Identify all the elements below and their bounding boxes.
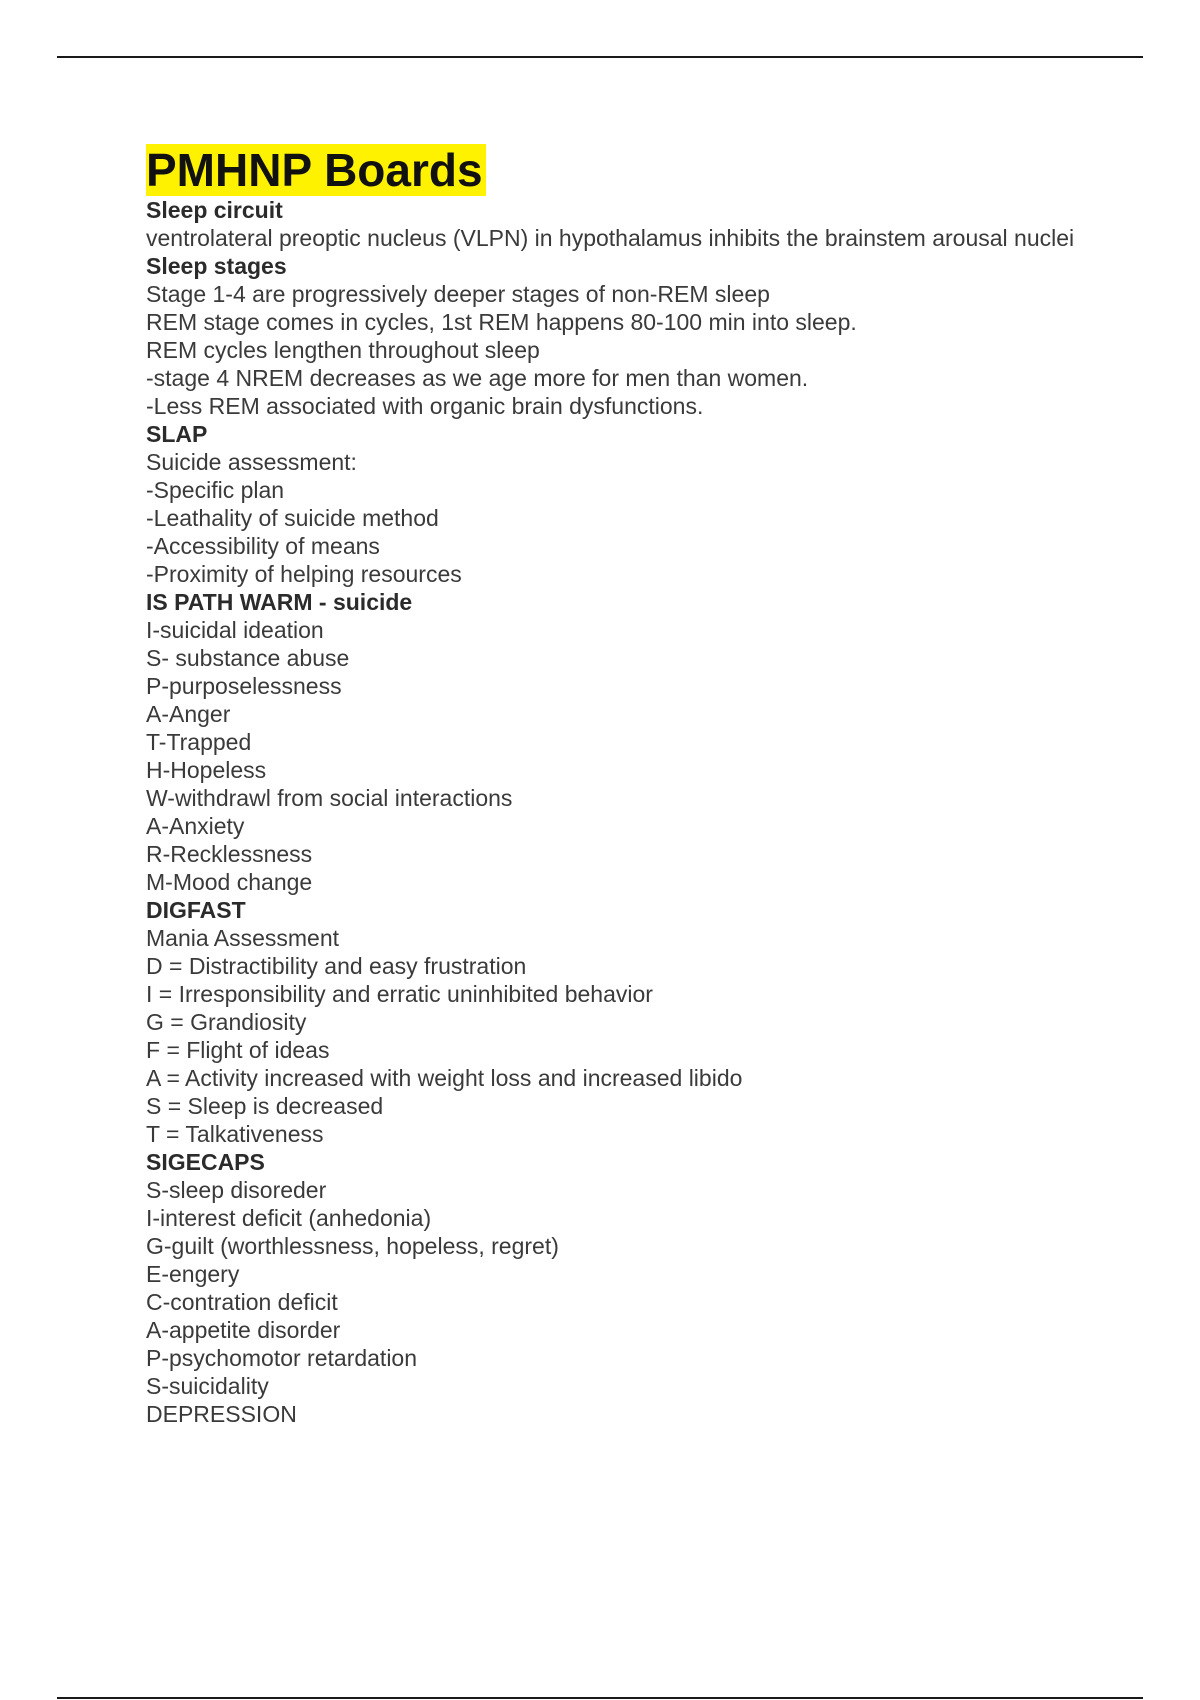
section-is-path-warm (146, 588, 1076, 896)
section-line: S-sleep disoreder (146, 1177, 327, 1203)
section-line: ventrolateral preoptic nucleus (VLPN) in hypothalamus inhibits the brainstem arousal nuclei (146, 225, 1075, 251)
section-line: A = Activity increased with weight loss and increased libido (146, 1065, 743, 1091)
section-line: T-Trapped (146, 729, 252, 755)
section-line: H-Hopeless (146, 757, 267, 783)
section-line: Stage 1-4 are progressively deeper stages of non-REM sleep (146, 281, 770, 307)
section-heading: SIGECAPS (146, 1149, 265, 1175)
section-line: I-interest deficit (anhedonia) (146, 1205, 432, 1231)
section-line: G-guilt (worthlessness, hopeless, regret) (146, 1233, 559, 1259)
section-heading: Sleep stages (146, 253, 287, 279)
section-line: E-engery (146, 1261, 240, 1287)
top-rule (57, 56, 1143, 58)
section-line: P-psychomotor retardation (146, 1345, 418, 1371)
section-line: R-Recklessness (146, 841, 313, 867)
section-line: -Leathality of suicide method (146, 505, 439, 531)
section-line: A-Anger (146, 701, 231, 727)
document-title: PMHNP Boards (146, 144, 486, 196)
section-line: I = Irresponsibility and erratic uninhibited behavior (146, 981, 653, 1007)
section-line: -Less REM associated with organic brain dysfunctions. (146, 393, 704, 419)
section-line: W-withdrawl from social interactions (146, 785, 513, 811)
section-line: S-suicidality (146, 1373, 269, 1399)
section-sleep-circuit (146, 196, 1076, 252)
section-line: G = Grandiosity (146, 1009, 307, 1035)
section-heading: IS PATH WARM - suicide (146, 589, 413, 615)
section-line: S- substance abuse (146, 645, 350, 671)
section-line: Mania Assessment (146, 925, 340, 951)
section-line: -Accessibility of means (146, 533, 380, 559)
section-slap (146, 420, 1076, 588)
section-line: P-purposelessness (146, 673, 342, 699)
section-line: D = Distractibility and easy frustration (146, 953, 527, 979)
section-line: -Specific plan (146, 477, 285, 503)
section-line: -stage 4 NREM decreases as we age more for men than women. (146, 365, 809, 391)
section-sleep-stages (146, 252, 1076, 420)
section-heading: DIGFAST (146, 897, 246, 923)
section-line: REM stage comes in cycles, 1st REM happens 80-100 min into sleep. (146, 309, 857, 335)
section-line: I-suicidal ideation (146, 617, 324, 643)
section-line: A-appetite disorder (146, 1317, 341, 1343)
section-line: T = Talkativeness (146, 1121, 324, 1147)
section-line: REM cycles lengthen throughout sleep (146, 337, 540, 363)
section-line: -Proximity of helping resources (146, 561, 462, 587)
section-line: M-Mood change (146, 869, 313, 895)
section-digfast (146, 896, 1076, 1148)
section-line: S = Sleep is decreased (146, 1093, 384, 1119)
section-line: F = Flight of ideas (146, 1037, 330, 1063)
section-line: Suicide assessment: (146, 449, 357, 475)
document-body (146, 144, 1076, 1428)
section-heading: Sleep circuit (146, 197, 283, 223)
section-line: C-contration deficit (146, 1289, 338, 1315)
section-line: DEPRESSION (146, 1401, 297, 1427)
section-heading: SLAP (146, 421, 208, 447)
bottom-rule (57, 1697, 1143, 1699)
section-sigecaps (146, 1148, 1076, 1428)
section-line: A-Anxiety (146, 813, 245, 839)
